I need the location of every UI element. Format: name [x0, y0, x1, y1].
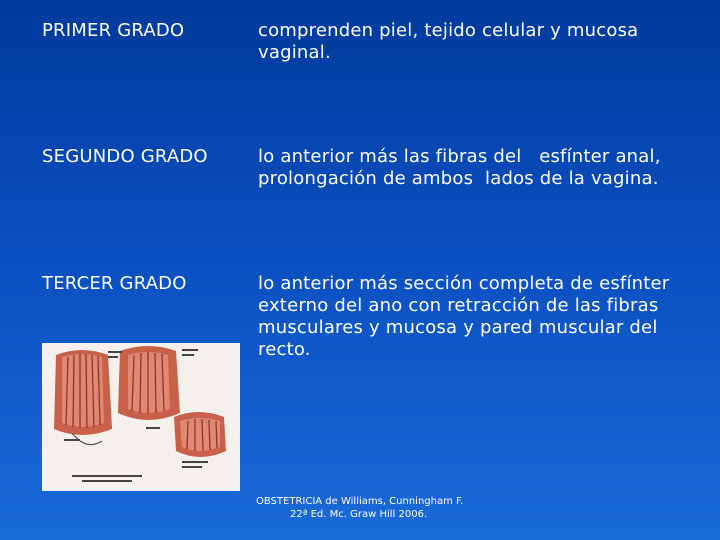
grade-label: TERCER GRADO — [42, 273, 187, 294]
grade-description: comprenden piel, tejido celular y mucosa vaginal. — [258, 20, 639, 63]
citation-line-2: 22ª Ed. Mc. Graw Hill 2006. — [290, 509, 428, 520]
citation-line-1: OBSTETRICIA de Williams, Cunningham F. — [256, 496, 464, 507]
anatomy-illustration — [42, 343, 240, 491]
tissue-right-drawing — [174, 412, 226, 457]
grade-label: SEGUNDO GRADO — [42, 146, 208, 167]
grade-description: lo anterior más las fibras del esfínter anal, prolongación de ambos lados de la vagina. — [258, 146, 667, 189]
grade-description: lo anterior más sección completa de esfínter externo del ano con retracción de las fibras musculares y mucosa y pared muscular del recto. — [258, 273, 670, 360]
citation — [256, 495, 496, 521]
anatomy-drawing — [42, 343, 240, 491]
tissue-left-drawing — [54, 350, 112, 445]
grade-label: PRIMER GRADO — [42, 20, 185, 41]
tissue-middle-drawing — [118, 346, 180, 420]
